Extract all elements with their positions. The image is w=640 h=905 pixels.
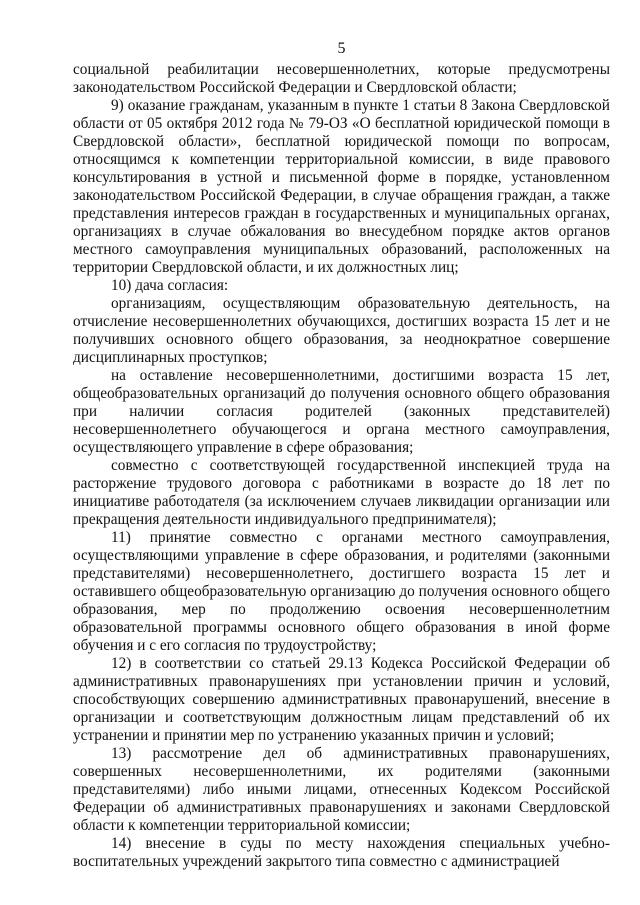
paragraph-item-10-leaving-school: на оставление несовершеннолетними, достигшими возраста 15 лет, общеобразовательных организаций до получения основного общего образования при наличии согласия родителей (законных представителей) несовершеннолетнего обучающегося и органа местного самоуправления, осуществляющего управление в сфере образования; (73, 367, 610, 456)
paragraph-continuation: социальной реабилитации несовершеннолетних, которые предусмотрены законодательством Российской Федерации и Свердловской области; (73, 61, 610, 96)
paragraph-item-12: 12) в соответствии со статьей 29.13 Кодекса Российской Федерации об административных правонарушениях при установлении причин и условий, способствующих совершению административных правонарушений, внесение в организации и соответствующим должностным лицам представлений об их устранении и принятии мер по устранению указанных причин и условий; (73, 655, 610, 744)
page-number: 5 (337, 40, 346, 57)
document-body (73, 61, 610, 871)
paragraph-item-10-labor-contract: совместно с соответствующей государственной инспекцией труда на расторжение трудового договора с работниками в возрасте до 18 лет по инициативе работодателя (за исключением случаев ликвидации организации или прекращения деятельности индивидуального предпринимателя); (73, 457, 610, 528)
paragraph-item-10-expulsion: организациям, осуществляющим образовательную деятельность, на отчисление несовершеннолетних обучающихся, достигших возраста 15 лет и не получивших основного общего образования, за неоднократное совершение дисциплинарных проступков; (73, 295, 610, 366)
paragraph-item-10: 10) дача согласия: (111, 277, 229, 294)
paragraph-item-11: 11) принятие совместно с органами местного самоуправления, осуществляющими управление в сфере образования, и родителями (законными представителями) несовершеннолетнего, достигшего возраста 15 лет и оставившего общеобразовательную организацию до получения основного общего образования, мер по продолжению освоения несовершеннолетним образовательной программы основного общего образования в иной форме обучения и с его согласия по трудоустройству; (73, 529, 610, 654)
paragraph-item-9: 9) оказание гражданам, указанным в пункте 1 статьи 8 Закона Свердловской области от 05 октября 2012 года № 79-ОЗ «О бесплатной юридической помощи в Свердловской области», бесплатной юридической помощи по вопросам, относящимся к компетенции территориальной комиссии, в виде правового консультирования в устной и письменной форме в порядке, установленном законодательством Российской Федерации, в случае обращения граждан, а также представления интересов граждан в государственных и муниципальных органах, организациях в случае обжалования во внесудебном порядке актов органов местного самоуправления муниципальных образований, расположенных на территории Свердловской области, и их должностных лиц; (73, 97, 610, 276)
paragraph-item-14: 14) внесение в суды по месту нахождения специальных учебно-воспитательных учреждений закрытого типа совместно с администрацией (73, 835, 610, 870)
paragraph-item-13: 13) рассмотрение дел об административных правонарушениях, совершенных несовершеннолетними, их родителями (законными представителями) либо иными лицами, отнесенных Кодексом Российской Федерации об административных правонарушениях и законами Свердловской области к компетенции территориальной комиссии; (73, 745, 610, 834)
document-page (73, 0, 610, 905)
